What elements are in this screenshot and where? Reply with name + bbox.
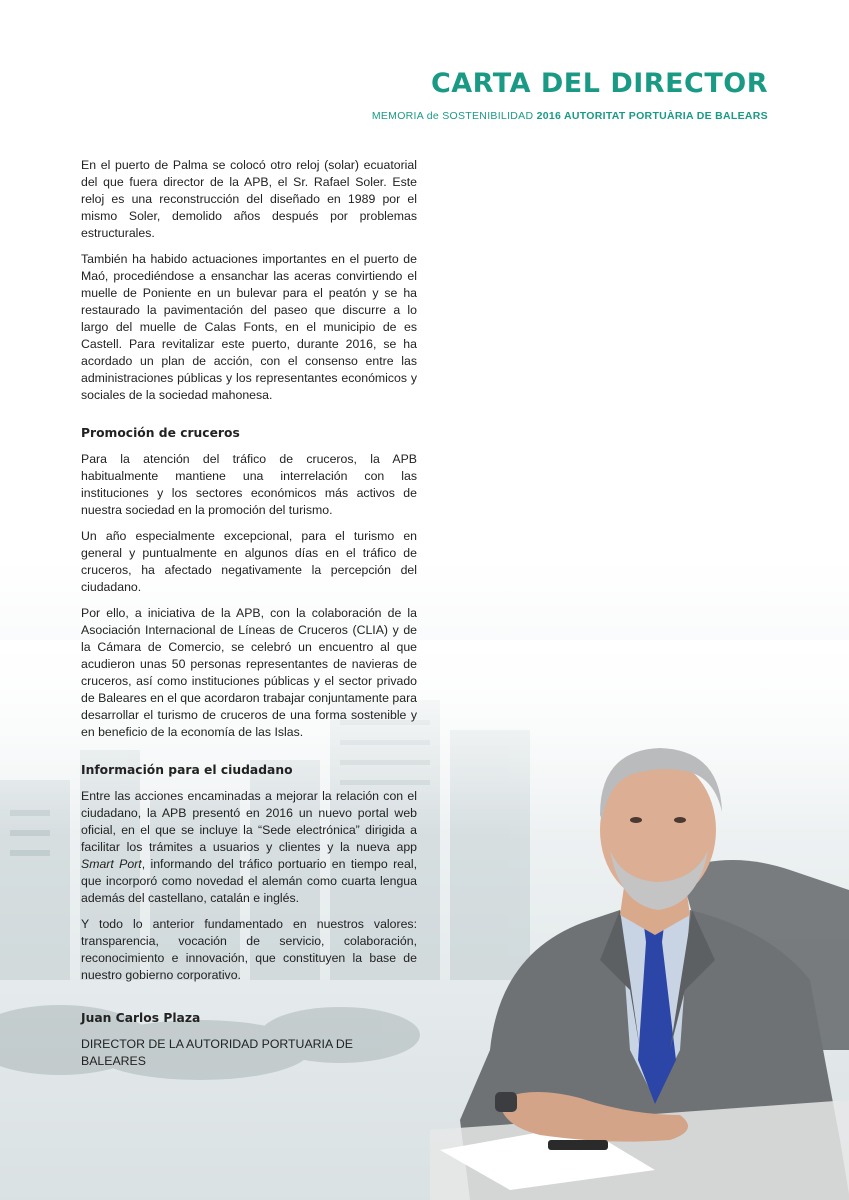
paragraph-2: También ha habido actuaciones importantes en el puerto de Maó, procediéndose a ensanchar las aceras convirtiendo el muelle de Poniente en un bulevar para el peatón y se ha restaurado la pavimentación del paseo que discurre a lo largo del muelle de Calas Fonts, en el municipio de es Castell. Para revitalizar este puerto, durante 2016, se ha acordado un plan de acción, con el consenso entre las administraciones públicas y los representantes económicos y sociales de la sociedad mahonesa. (81, 252, 417, 402)
subtitle-prefix: MEMORIA de SOSTENIBILIDAD (371, 110, 537, 122)
paragraph-6-a: Entre las acciones encaminadas a mejorar la relación con el ciudadano, la APB presentó en 2016 un nuevo portal web oficial, en el que se incluye la “Sede electrónica” dirigida a facilitar los trámites a usuarios y clientes y la nueva app (81, 789, 417, 854)
page-title: CARTA DEL DIRECTOR (430, 68, 768, 99)
paragraph-6-b: , informando del tráfico portuario en tiempo real, que incorporó como novedad el alemán como cuarta lengua además del castellano, catalán e inglés. (81, 857, 418, 905)
heading-cruise-promotion: Promoción de cruceros (81, 426, 240, 440)
paragraph-4: Un año especialmente excepcional, para el turismo en general y puntualmente en algunos días en el tráfico de cruceros, ha afectado negativamente la percepción del ciudadano. (81, 529, 417, 594)
signature-role: DIRECTOR DE LA AUTORIDAD PORTUARIA DE BALEARES (81, 1037, 353, 1068)
paragraph-6 (81, 788, 417, 907)
letter-body (81, 157, 417, 1079)
director-photo (430, 720, 849, 1200)
paragraph-5: Por ello, a iniciativa de la APB, con la colaboración de la Asociación Internacional de Líneas de Cruceros (CLIA) y de la Cámara de Comercio, se celebró un encuentro al que acudieron unas 50 personas representantes de navieras de cruceros, así como instituciones públicas y el sector privado de Baleares en el que acordaron trabajar conjuntamente para desarrollar el turismo de cruceros de una forma sostenible y en beneficio de la economía de las Islas. (81, 606, 417, 739)
subtitle-bold: 2016 AUTORITAT PORTUÀRIA DE BALEARS (536, 110, 768, 122)
heading-citizen-information: Información para el ciudadano (81, 763, 293, 777)
paragraph-3: Para la atención del tráfico de cruceros, la APB habitualmente mantiene una interrelación con las instituciones y los sectores económicos más activos de nuestra sociedad en la promoción del turismo. (81, 452, 417, 517)
report-subtitle (372, 110, 768, 122)
paragraph-7: Y todo lo anterior fundamentado en nuestros valores: transparencia, vocación de servicio, colaboración, reconocimiento e innovación, que constituyen la base de nuestro gobierno corporativo. (81, 917, 417, 982)
paragraph-1: En el puerto de Palma se colocó otro reloj (solar) ecuatorial del que fuera director de la APB, el Sr. Rafael Soler. Este reloj es una reconstrucción del diseñado en 1989 por el mismo Soler, demolido años después por problemas estructurales. (81, 158, 417, 240)
signature-name: Juan Carlos Plaza (81, 1011, 201, 1025)
smart-port-name: Smart Port (81, 857, 142, 871)
